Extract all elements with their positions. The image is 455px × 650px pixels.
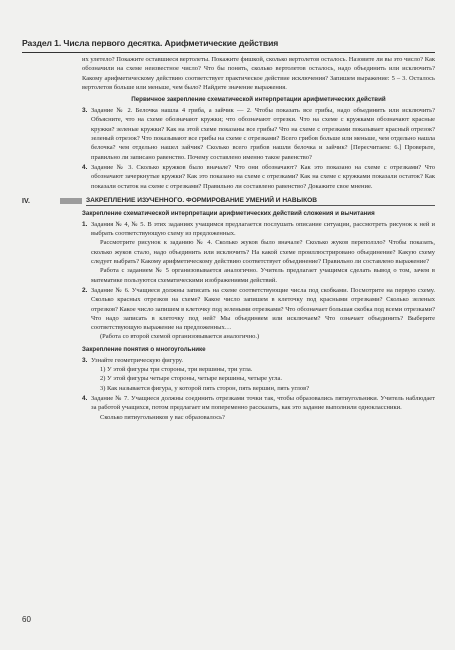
item-text: Узнайте геометрическую фигуру. <box>91 356 184 364</box>
item-4 <box>82 163 435 191</box>
intro-paragraph: их улетело? Покажите оставшиеся вертолеты. Покажите фишкой, сколько вертолетов осталось. Назовите ли вы это число? Как обозначили на схеме неизвестное число? Что бы понять, сколько вертолетов осталось, надо объединить или исключить? Какому арифметическому действию соответствует практическое действие исключения? Запишем выражение: 5 – 3. Осталось вертолетов больше или меньше, чем было? Найдите значение выражения. <box>82 56 435 91</box>
item-number: 2. <box>82 286 88 294</box>
list-item: 3) Как называется фигура, у которой пять сторон, пять вершин, пять углов? <box>100 384 310 392</box>
item-text: Задание № 6. Учащиеся должны записать на схеме соответствующие числа под скобками. Посмотрите на первую схему. Сколько красных отрезков на схеме? Какое число запишем в клеточку под красными отрезками? Сколько зеленых отрезков? Какое число запишем в клеточку под зелеными отрезками? Что обозначает большая скобка под всеми отрезками? Что надо записать в клеточку под ней? Мы объединяем или исключаем? Что означает объединить? Выберите соответствующую выражение на предложенных… <box>91 286 435 332</box>
running-header: Раздел 1. Числа первого десятка. Арифметические действия <box>22 38 435 53</box>
item-4b <box>82 394 435 422</box>
section-title: ЗАКРЕПЛЕНИЕ ИЗУЧЕННОГО. ФОРМИРОВАНИЕ УМЕНИЙ И НАВЫКОВ <box>86 197 435 206</box>
page-number: 60 <box>22 615 31 624</box>
item-text: Задание № 7. Учащиеся должны соединить отрезками точки так, чтобы образовались пятиугольники. Учитель наблюдает за работой учащихся, потом предлагает им попеременно рассказать, как это задание выполнили одноклассники. <box>91 394 435 412</box>
section-bar <box>60 198 82 204</box>
item-text: Сколько пятиугольников у вас образовалось? <box>100 413 225 421</box>
subheading-primary-consolidation: Первичное закрепление схематической интерпретации арифметических действий <box>131 96 386 104</box>
item-3 <box>82 106 435 162</box>
item-text: Рассмотрите рисунок к заданию № 4. Сколько жуков было вначале? Сколько жуков переползло? Чтобы показать, сколько жуков стало, надо объединить или исключить? На какой схеме проиллюстрировано объединение? Какую схему следует выбрать? Какому арифметическому действию соответствует объединение? Правильно ли составлено выражение? <box>91 239 435 266</box>
item-1 <box>82 220 435 285</box>
item-number: 4. <box>82 394 88 402</box>
list-item: 1) У этой фигуры три стороны, три вершины, три угла. <box>100 366 253 374</box>
subheading-polygon: Закрепление понятия о многоугольнике <box>82 345 206 353</box>
subheading-schematic: Закрепление схематической интерпретации арифметических действий сложения и вычитания <box>82 209 375 217</box>
item-text: Задание № 2. Белочка нашла 4 гриба, а зайчик — 2. Чтобы показать все грибы, надо объединить или исключить? Объясните, что на схеме обозначают кружки; что обозначают отрезки. Что на схеме с кружками обозначают красные кружки? зеленые кружки? Как на этой схеме показаны все грибы? Что на схеме с отрезками показывает красный отрезок? зеленый отрезок? Что показывают все грибы на схеме с отрезками? Всего грибов больше или меньше, чем отдельно нашла белочка? чем отдельно нашел зайчик? Сколько всего грибов нашли белочка и зайчик? [Пересчитаем: 6.] Проверьте, правильно ли записано равенство. Почему составлено именно такое равенство? <box>91 107 435 161</box>
item-number: 1. <box>82 220 88 228</box>
section-heading <box>22 197 435 206</box>
list-item: 2) У этой фигуры четыре стороны, четыре вершины, четыре угла. <box>100 375 282 383</box>
section-roman: IV. <box>22 197 30 205</box>
item-2 <box>82 286 435 342</box>
item-number: 3. <box>82 107 88 115</box>
item-text: Задание № 3. Сколько кружков было вначале? Что они обозначают? Как это показано на схеме с отрезками? Что обозначают зачеркнутые кружки? Как это показано на схеме с отрезками? Как на схеме с кружками показали остаток? Как показали остаток на схеме с отрезками? Правильно ли составлено равенство? Докажите свое мнение. <box>91 163 435 190</box>
page-content <box>22 55 435 422</box>
item-text: Работа с заданием № 5 организовывается аналогично. Учитель предлагает учащимся сделать вывод о том, зачем в математике пользуются схематическими изображениями действий. <box>91 267 435 284</box>
item-3b <box>82 356 435 393</box>
item-number: 3. <box>82 356 88 364</box>
item-number: 4. <box>82 163 88 171</box>
item-text: (Работа со второй схемой организовывается аналогично.) <box>100 333 260 341</box>
item-text: Задания № 4, № 5. В этих заданиях учащимся предлагается послушать описание ситуации, рассмотреть рисунок к ней и выбрать соответствующую схему из предложенных. <box>91 220 435 238</box>
